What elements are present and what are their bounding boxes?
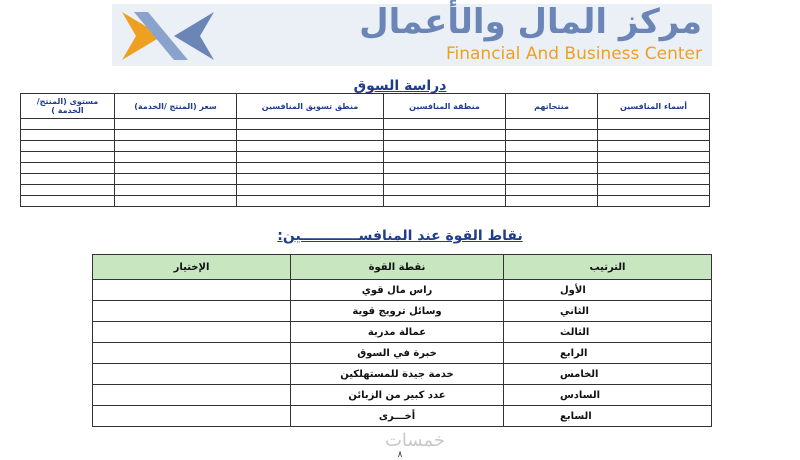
logo-arrows-icon	[118, 6, 218, 66]
table-row	[21, 174, 710, 185]
logo-arabic-text: مركز المال والأعمال	[359, 2, 702, 42]
table-row	[93, 280, 712, 301]
rank-cell: الثاني	[504, 301, 712, 322]
choice-cell[interactable]	[93, 280, 291, 301]
market-study-title: دراسة السوق	[353, 78, 447, 94]
table-row	[21, 196, 710, 207]
choice-cell[interactable]	[93, 301, 291, 322]
col-level: مستوى (المنتج/ الخدمة )	[21, 94, 115, 119]
col-price: سعر (المنتج /الخدمة)	[115, 94, 237, 119]
choice-cell[interactable]	[93, 385, 291, 406]
strengths-title: نقاط القوة عند المنافســــــــــــين:	[277, 228, 523, 244]
page-number: ٨	[397, 450, 403, 460]
choice-cell[interactable]	[93, 343, 291, 364]
strength-cell: وسائل ترويج قوية	[291, 301, 504, 322]
table-row	[21, 130, 710, 141]
table-row	[21, 119, 710, 130]
col-marketing-logic: منطق تسويق المنافسين	[237, 94, 384, 119]
strengths-header-row	[93, 255, 712, 280]
col-strength-point: نقطة القوة	[291, 255, 504, 280]
table-row	[93, 385, 712, 406]
col-choice: الإختيار	[93, 255, 291, 280]
col-competitor-names: أسماء المنافسين	[598, 94, 710, 119]
strength-cell: أخـــرى	[291, 406, 504, 427]
col-rank: الترتيب	[504, 255, 712, 280]
rank-cell: الثالث	[504, 322, 712, 343]
strengths-table	[92, 254, 712, 427]
strength-cell: راس مال قوي	[291, 280, 504, 301]
table-row	[93, 364, 712, 385]
col-products: منتجاتهم	[506, 94, 598, 119]
choice-cell[interactable]	[93, 406, 291, 427]
col-competitor-region: منطقة المنافسين	[384, 94, 506, 119]
rank-cell: السابع	[504, 406, 712, 427]
choice-cell[interactable]	[93, 322, 291, 343]
strength-cell: خدمة جيدة للمستهلكين	[291, 364, 504, 385]
strength-cell: عدد كبير من الزبائن	[291, 385, 504, 406]
table-row	[93, 406, 712, 427]
strength-cell: عمالة مدربة	[291, 322, 504, 343]
strength-cell: خبرة في السوق	[291, 343, 504, 364]
market-study-table	[20, 93, 710, 207]
market-header-row	[21, 94, 710, 119]
choice-cell[interactable]	[93, 364, 291, 385]
table-row	[21, 163, 710, 174]
table-row	[21, 141, 710, 152]
watermark: خمسات	[384, 430, 446, 451]
table-row	[93, 322, 712, 343]
table-row	[93, 301, 712, 322]
logo-english-text: Financial And Business Center	[445, 44, 702, 64]
rank-cell: السادس	[504, 385, 712, 406]
table-row	[21, 152, 710, 163]
rank-cell: الخامس	[504, 364, 712, 385]
table-row	[93, 343, 712, 364]
table-row	[21, 185, 710, 196]
rank-cell: الأول	[504, 280, 712, 301]
rank-cell: الرابع	[504, 343, 712, 364]
